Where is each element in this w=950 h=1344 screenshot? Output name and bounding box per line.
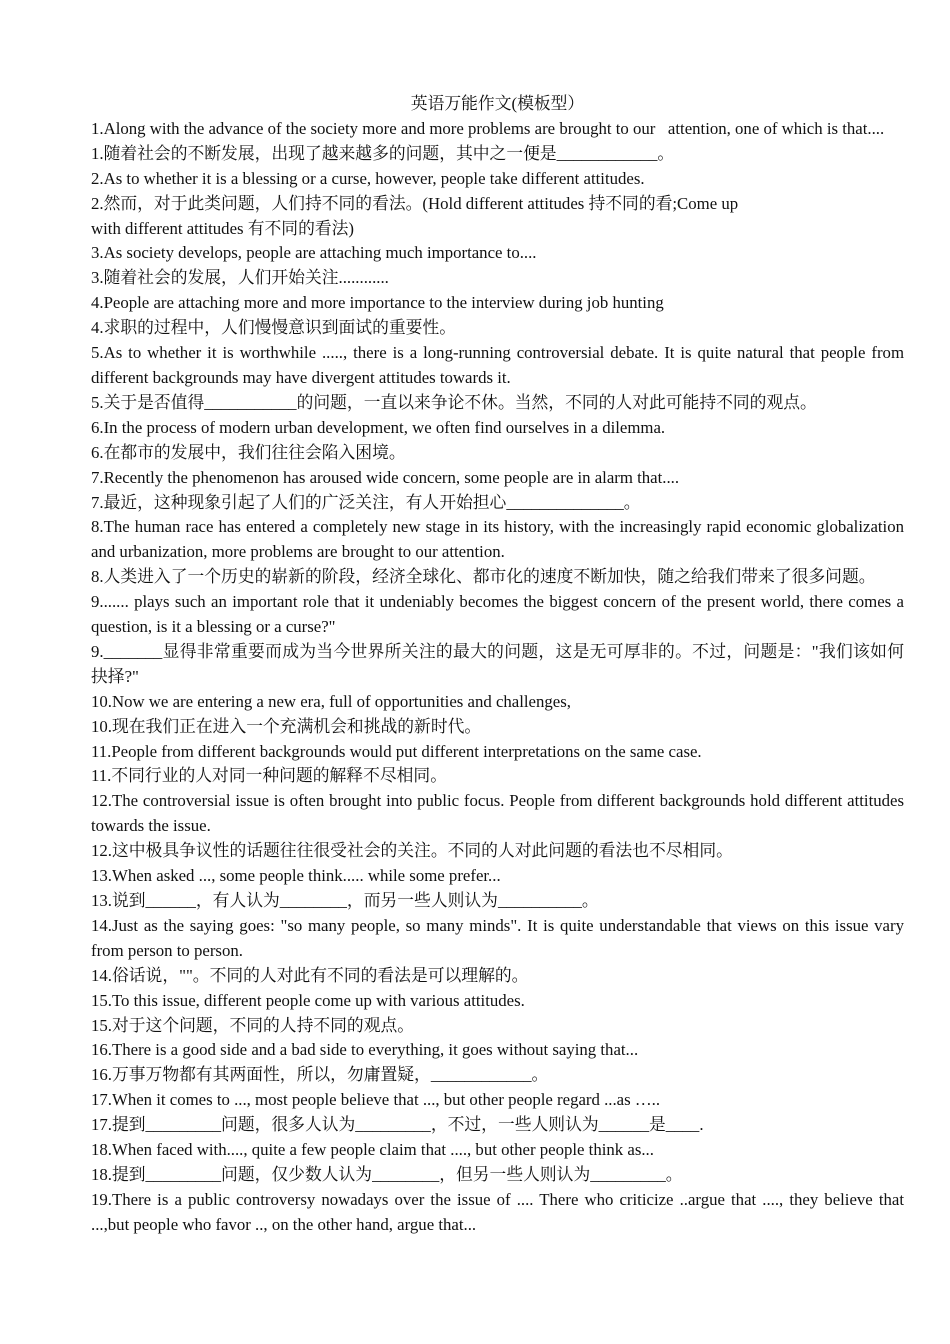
paragraph: 9._______显得非常重要而成为当今世界所关注的最大的问题，这是无可厚非的。不过，问题是："我们该如何抉择?" — [91, 641, 904, 686]
paragraph: 13.When asked ..., some people think..... while some prefer... — [91, 866, 501, 886]
paragraph: 13.说到______，有人认为________，而另一些人则认为__________。 — [91, 891, 599, 910]
paragraph: 2.然而，对于此类问题，人们持不同的看法。(Hold different attitudes 持不同的看;Come up — [91, 193, 739, 213]
paragraph: 12.The controversial issue is often brought into public focus. People from different backgrounds hold different attitudes towards the issue. — [91, 791, 904, 836]
paragraph: with different attitudes 有不同的看法) — [91, 218, 355, 238]
paragraph: 11.People from different backgrounds would put different interpretations on the same case. — [91, 741, 702, 761]
paragraph: 3.随着社会的发展，人们开始关注............ — [91, 268, 389, 288]
paragraph: 12.这中极具争议性的话题往往很受社会的关注。不同的人对此问题的看法也不尽相同。 — [91, 841, 733, 861]
paragraph: 3.As society develops, people are attaching much importance to.... — [91, 243, 537, 263]
paragraph: 8.人类进入了一个历史的崭新的阶段，经济全球化、都市化的速度不断加快，随之给我们带来了很多问题。 — [91, 567, 876, 587]
paragraph: 10.Now we are entering a new era, full of opportunities and challenges, — [91, 691, 571, 711]
paragraph: 1.随着社会的不断发展，出现了越来越多的问题，其中之一便是____________。 — [91, 143, 675, 163]
paragraph: 18.When faced with...., quite a few people claim that ...., but other people think as... — [91, 1140, 654, 1160]
paragraph: 16.万事万物都有其两面性，所以，勿庸置疑，____________。 — [91, 1065, 549, 1085]
paragraph: 2.As to whether it is a blessing or a curse, however, people take different attitudes. — [91, 168, 645, 188]
paragraph: 17.提到_________问题，很多人认为_________，不过，一些人则认为______是____. — [91, 1115, 704, 1135]
paragraph: 1.Along with the advance of the society more and more problems are brought to our attention, one of which is that.... — [91, 118, 885, 138]
paragraph: 8.The human race has entered a completely new stage in its history, with the increasingly rapid economic globalization and urbanization, more problems are brought to our attention. — [91, 517, 904, 562]
paragraph: 15.To this issue, different people come up with various attitudes. — [91, 990, 525, 1010]
paragraph: 14.Just as the saying goes: "so many people, so many minds". It is quite understandable that views on this issue vary from person to person. — [91, 915, 904, 960]
paragraph: 18.提到_________问题，仅少数人认为________，但另一些人则认为_________。 — [91, 1164, 683, 1184]
document-page — [91, 92, 904, 1238]
paragraph: 4.People are attaching more and more importance to the interview during job hunting — [91, 293, 664, 313]
document-title: 英语万能作文(模板型） — [410, 94, 585, 113]
paragraph: 7.最近，这种现象引起了人们的广泛关注，有人开始担心______________。 — [91, 492, 641, 512]
paragraph: 5.As to whether it is worthwhile ....., there is a long-running controversial debate. It is quite natural that people from different backgrounds may have divergent attitudes towards it. — [91, 343, 904, 387]
paragraph: 17.When it comes to ..., most people believe that ..., but other people regard ...as ….. — [91, 1090, 661, 1110]
paragraph: 16.There is a good side and a bad side to everything, it goes without saying that... — [91, 1040, 639, 1060]
paragraph: 15.对于这个问题，不同的人持不同的观点。 — [91, 1015, 415, 1035]
paragraph: 7.Recently the phenomenon has aroused wide concern, some people are in alarm that.... — [91, 467, 680, 487]
paragraph: 9....... plays such an important role that it undeniably becomes the biggest concern of the present world, there comes a question, is it a blessing or a curse?" — [91, 592, 904, 637]
paragraph: 4.求职的过程中，人们慢慢意识到面试的重要性。 — [91, 318, 456, 338]
paragraph: 14.俗话说，""。不同的人对此有不同的看法是可以理解的。 — [91, 965, 529, 985]
paragraph: 11.不同行业的人对同一种问题的解释不尽相同。 — [91, 766, 447, 786]
paragraph: 10.现在我们正在进入一个充满机会和挑战的新时代。 — [91, 716, 482, 736]
paragraph: 19.There is a public controversy nowadays over the issue of .... There who criticize ..argue that ...., they believe that ...,but people who favor .., on the other hand, argue that... — [91, 1189, 904, 1234]
paragraph: 5.关于是否值得___________的问题，一直以来争论不休。当然，不同的人对此可能持不同的观点。 — [91, 392, 817, 412]
paragraph: 6.在都市的发展中，我们往往会陷入困境。 — [91, 442, 406, 462]
paragraph: 6.In the process of modern urban development, we often find ourselves in a dilemma. — [91, 417, 666, 437]
